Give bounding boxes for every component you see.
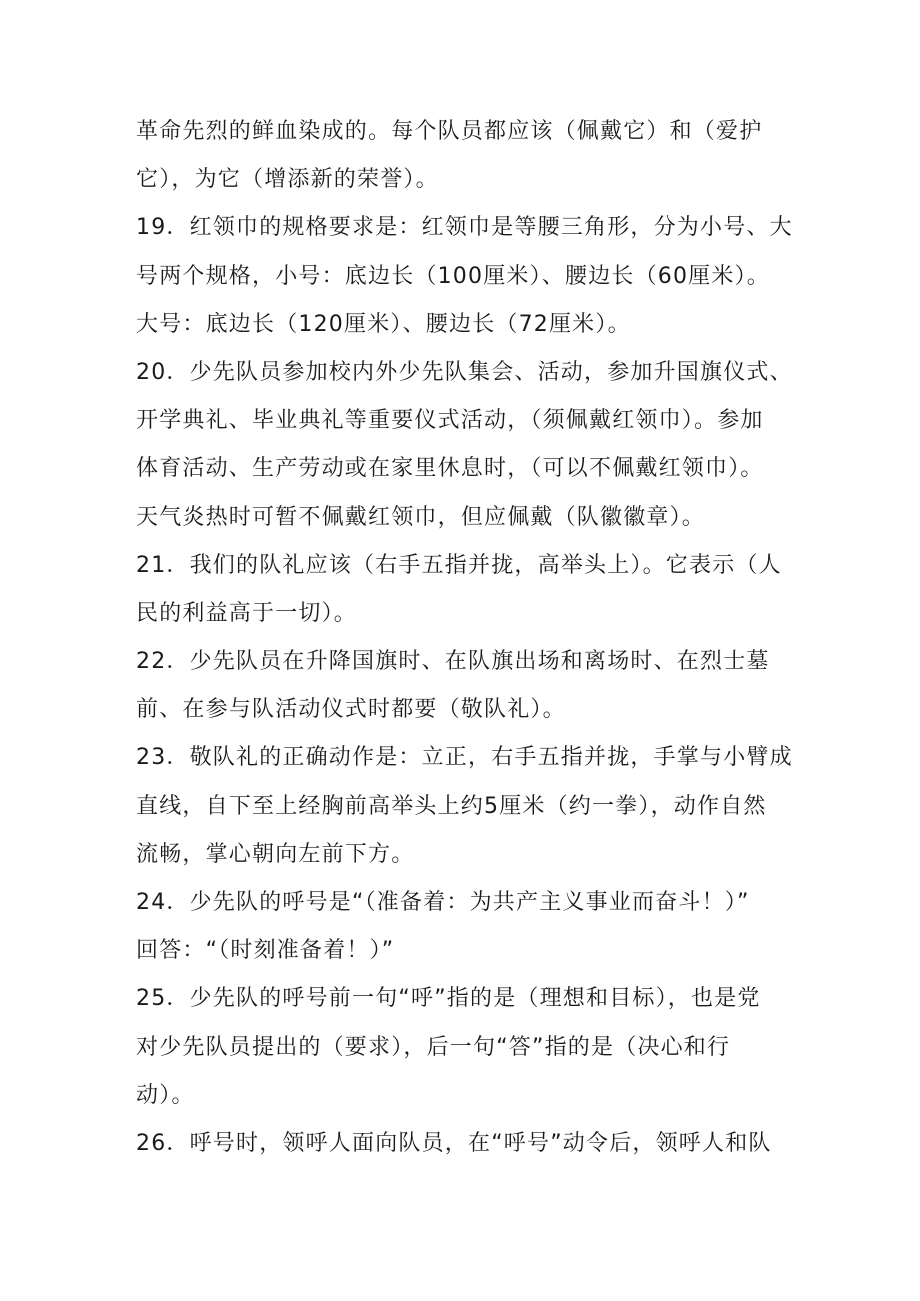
text-line: 大号：底边长（120厘米）、腰边长（72厘米）。 bbox=[136, 311, 631, 337]
text-line: 天气炎热时可暂不佩戴红领巾，但应佩戴（队徽徽章）。 bbox=[136, 504, 706, 530]
text-line: 26．呼号时，领呼人面向队员，在“呼号”动令后，领呼人和队 bbox=[136, 1130, 772, 1156]
document-body bbox=[136, 108, 793, 1168]
text-line: 23．敬队礼的正确动作是：立正，右手五指并拢，手掌与小臂成 bbox=[136, 745, 793, 771]
text-line: 22．少先队员在升降国旗时、在队旗出场和离场时、在烈士墓 bbox=[136, 649, 770, 675]
text-line: 25．少先队的呼号前一句“呼”指的是（理想和目标），也是党 bbox=[136, 986, 761, 1012]
text-line: 民的利益高于一切）。 bbox=[136, 600, 358, 626]
text-line: 21．我们的队礼应该（右手五指并拢，高举头上）。它表示（人 bbox=[136, 552, 782, 578]
text-line: 体育活动、生产劳动或在家里休息时，（可以不佩戴红领巾）。 bbox=[136, 456, 764, 482]
text-line: 流畅，掌心朝向左前下方。 bbox=[136, 841, 415, 867]
text-line: 回答：“（时刻准备着！）” bbox=[136, 938, 395, 964]
text-line: 20．少先队员参加校内外少先队集会、活动，参加升国旗仪式、 bbox=[136, 359, 793, 385]
text-line: 革命先烈的鲜血染成的。每个队员都应该（佩戴它）和（爱护 bbox=[136, 119, 763, 144]
text-line: 它），为它（增添新的荣誉）。 bbox=[136, 167, 439, 193]
text-line: 号两个规格，小号：底边长（100厘米）、腰边长（60厘米）。 bbox=[136, 263, 770, 289]
text-line: 开学典礼、毕业典礼等重要仪式活动，（须佩戴红领巾）。参加 bbox=[136, 408, 764, 434]
text-line: 对少先队员提出的（要求），后一句“答”指的是（决心和行 bbox=[136, 1034, 731, 1060]
text-line: 19．红领巾的规格要求是：红领巾是等腰三角形，分为小号、大 bbox=[136, 215, 793, 241]
text-line: 直线，自下至上经胸前高举头上约5厘米（约一拳），动作自然 bbox=[136, 793, 767, 819]
text-line: 前、在参与队活动仪式时都要（敬队礼）。 bbox=[136, 697, 566, 723]
text-line: 动）。 bbox=[136, 1082, 195, 1108]
text-line: 24．少先队的呼号是“（准备着：为共产主义事业而奋斗！）” bbox=[136, 890, 750, 915]
